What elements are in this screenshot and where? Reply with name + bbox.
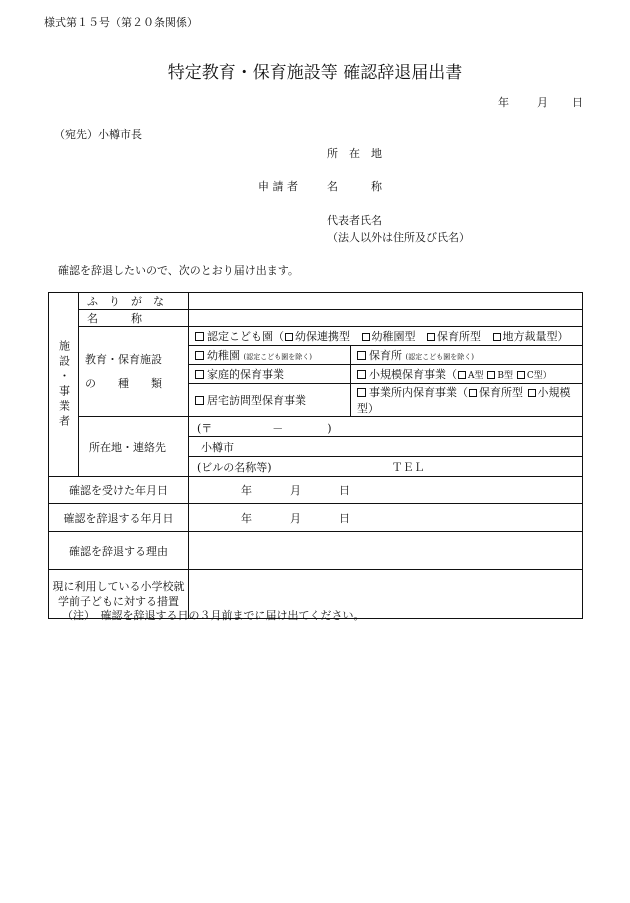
- footnote: （注） 確認を辞退する日の３月前までに届け出てください。: [62, 609, 365, 622]
- yochien-note: (認定こども園を除く): [243, 353, 312, 361]
- chiho-label: 地方裁量型）: [502, 330, 569, 343]
- address-contact-label: 所在地・連絡先: [79, 417, 189, 477]
- jigyosho-label: 事業所内保育事業（: [369, 386, 468, 399]
- c-type-label: C型）: [526, 371, 552, 381]
- building-label: (ビルの名称等): [197, 460, 272, 474]
- building-row[interactable]: [189, 457, 583, 477]
- type-label-cell: [79, 327, 189, 417]
- confirmed-date-label: 確認を受けた年月日: [49, 477, 189, 504]
- b-type-checkbox[interactable]: [487, 371, 495, 379]
- type-label-2: の 種 類: [85, 376, 162, 390]
- confirmed-day: 日: [339, 484, 350, 497]
- nintei-checkbox[interactable]: [195, 332, 204, 341]
- type-label-1: 教育・保育施設: [85, 352, 162, 366]
- katei-label: 家庭的保育事業: [207, 368, 284, 381]
- kyotaku-cell: [189, 384, 351, 417]
- yochien-label: 幼稚園: [207, 349, 240, 362]
- chiho-checkbox[interactable]: [493, 333, 501, 341]
- postal-row[interactable]: [189, 417, 583, 437]
- date-month: 月: [537, 96, 548, 109]
- withdraw-month: 月: [290, 511, 301, 525]
- hoikusho-gata-label: 保育所型: [437, 330, 481, 343]
- nintei-label: 認定こども園（: [207, 330, 284, 343]
- addressee: （宛先）小樽市長: [54, 128, 142, 141]
- postal-dash: －: [272, 422, 284, 435]
- facility-name-label: 名 称: [79, 310, 189, 327]
- renkei-checkbox[interactable]: [285, 333, 293, 341]
- a-type-checkbox[interactable]: [458, 371, 466, 379]
- jigyosho-hoikusho-label: 保育所型: [479, 386, 523, 399]
- a-type-label: A型: [468, 371, 484, 381]
- confirmed-date-input[interactable]: [189, 477, 583, 504]
- furigana-input[interactable]: [189, 293, 583, 310]
- application-table: [48, 292, 583, 619]
- intro-text: 確認を辞退したいので、次のとおり届け出ます。: [58, 264, 299, 277]
- postal-open: (〒: [197, 422, 213, 435]
- nintei-row: [189, 327, 583, 346]
- hoikusho-label: 保育所: [369, 349, 402, 362]
- jigyosho-shokibo-checkbox[interactable]: [528, 389, 536, 397]
- hoikusho-gata-checkbox[interactable]: [427, 333, 435, 341]
- reason-label: 確認を辞退する理由: [49, 532, 189, 570]
- withdraw-day: 日: [339, 511, 350, 525]
- city-label: 小樽市: [201, 440, 234, 454]
- jigyosho-cell: [351, 384, 583, 417]
- yochien-checkbox[interactable]: [195, 351, 204, 360]
- jigyosho-shokibo-label: 小規模型）: [357, 386, 571, 415]
- yochien-cell: [189, 346, 351, 365]
- jigyosho-checkbox[interactable]: [357, 388, 366, 397]
- form-number: 様式第１５号（第２０条関係）: [44, 16, 198, 29]
- hoikusho-checkbox[interactable]: [357, 351, 366, 360]
- jigyosho-hoikusho-checkbox[interactable]: [469, 389, 477, 397]
- measures-label-2: 学前子どもに対する措置: [58, 595, 179, 608]
- confirmed-year: 年: [241, 484, 252, 497]
- hoikusho-cell: [351, 346, 583, 365]
- renkei-label: 幼保連携型: [295, 330, 350, 343]
- facility-name-input[interactable]: [189, 310, 583, 327]
- measures-label-1: 現に利用している小学校就: [52, 580, 185, 593]
- katei-cell: [189, 365, 351, 384]
- applicant-label: 申 請 者: [258, 180, 298, 193]
- group-label-cell: [49, 293, 79, 477]
- withdraw-date-input[interactable]: [189, 504, 583, 532]
- kyotaku-label: 居宅訪問型保育事業: [207, 394, 306, 407]
- confirmed-month: 月: [290, 484, 301, 497]
- name-label: 名 称: [327, 180, 382, 193]
- yochien-gata-checkbox[interactable]: [362, 333, 370, 341]
- katei-checkbox[interactable]: [195, 370, 204, 379]
- kyotaku-checkbox[interactable]: [195, 396, 204, 405]
- representative-label: 代表者氏名: [327, 214, 382, 227]
- page-title: 特定教育・保育施設等 確認辞退届出書: [167, 63, 463, 83]
- address-label: 所 在 地: [327, 147, 382, 160]
- yochien-gata-label: 幼稚園型: [371, 330, 416, 343]
- city-row[interactable]: [189, 437, 583, 457]
- shokibo-label: 小規模保育事業（: [369, 368, 457, 381]
- furigana-label: ふ り が な: [79, 293, 189, 310]
- representative-note: （法人以外は住所及び氏名）: [327, 231, 470, 244]
- date-day: 日: [572, 96, 583, 109]
- c-type-checkbox[interactable]: [517, 371, 525, 379]
- b-type-label: B型: [497, 371, 513, 381]
- postal-close: ): [327, 422, 332, 435]
- tel-label: ＴＥＬ: [391, 460, 425, 474]
- reason-input[interactable]: [189, 532, 583, 570]
- shokibo-cell: [351, 365, 583, 384]
- shokibo-checkbox[interactable]: [357, 370, 366, 379]
- hoikusho-note: (認定こども園を除く): [405, 353, 474, 361]
- withdraw-date-label: 確認を辞退する年月日: [49, 504, 189, 532]
- date-year: 年: [498, 96, 509, 109]
- withdraw-year: 年: [241, 511, 252, 525]
- group-label: 施設・事業者: [57, 339, 71, 430]
